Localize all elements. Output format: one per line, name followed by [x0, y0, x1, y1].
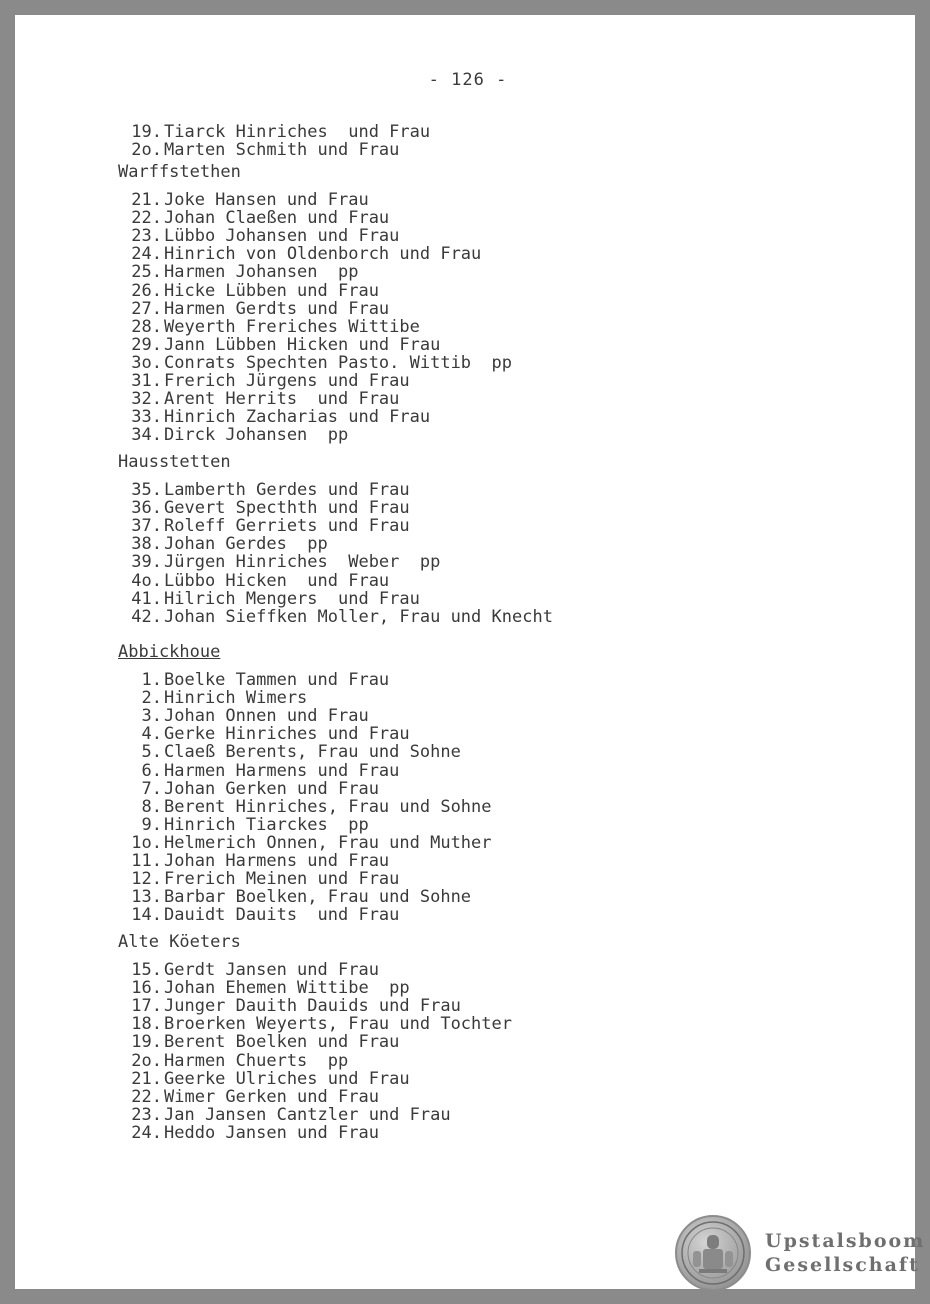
entry-number: 23.: [131, 226, 162, 247]
entry-text: Harmen Chuerts pp: [164, 1050, 349, 1071]
list-item: [118, 498, 410, 519]
entry-text: Wimer Gerken und Frau: [164, 1086, 379, 1107]
list-item: [118, 960, 379, 980]
entry-number: 24.: [131, 1122, 162, 1143]
list-item: [118, 1050, 349, 1071]
section-heading: Abbickhoue: [118, 642, 221, 662]
list-item: [118, 389, 400, 410]
list-item: [118, 887, 472, 908]
entry-number: 3o.: [131, 352, 162, 373]
list-item: [118, 814, 369, 835]
list-item: [118, 334, 441, 355]
watermark-logo: [675, 1215, 925, 1291]
entry-text: Johan Sieffken Moller, Frau und Knecht: [164, 606, 553, 627]
list-item: [118, 190, 369, 210]
entry-text: Barbar Boelken, Frau und Sohne: [164, 887, 472, 908]
document-page: [15, 15, 926, 1289]
list-item: [118, 140, 400, 161]
list-item: [118, 226, 400, 247]
list-item: [118, 1122, 379, 1143]
list-item: [118, 742, 461, 763]
entry-text: Hilrich Mengers und Frau: [164, 588, 420, 609]
entry-number: 1.: [141, 670, 162, 690]
list-item: [118, 606, 553, 627]
entry-text: Jan Jansen Cantzler und Frau: [164, 1104, 451, 1125]
entry-number: 32.: [131, 389, 162, 410]
entry-text: Johan Onnen und Frau: [164, 706, 369, 727]
entry-text: Jürgen Hinriches Weber pp: [164, 552, 441, 573]
list-item: [118, 298, 390, 319]
entry-text: Jann Lübben Hicken und Frau: [164, 334, 441, 355]
list-item: [118, 905, 400, 926]
entry-text: Heddo Jansen und Frau: [164, 1122, 379, 1143]
list-item: [118, 534, 328, 555]
entry-number: 12.: [131, 869, 162, 890]
list-item: [118, 516, 410, 537]
entry-number: 9.: [141, 814, 162, 835]
entry-number: 27.: [131, 298, 162, 319]
entry-text: Dauidt Dauits und Frau: [164, 905, 400, 926]
list-item: [118, 1032, 400, 1053]
entry-number: 2o.: [131, 1050, 162, 1071]
entry-number: 35.: [131, 480, 162, 500]
entry-number: 4o.: [131, 570, 162, 591]
list-item: [118, 208, 390, 229]
entry-text: Hinrich Wimers: [164, 688, 308, 709]
entry-text: Broerken Weyerts, Frau und Tochter: [164, 1014, 512, 1035]
entry-text: Tiarck Hinriches und Frau: [164, 122, 431, 142]
list-item: [118, 552, 441, 573]
entry-number: 25.: [131, 262, 162, 283]
entry-text: Hinrich von Oldenborch und Frau: [164, 244, 482, 265]
entry-number: 26.: [131, 280, 162, 301]
watermark-text: [765, 1229, 925, 1277]
entry-number: 22.: [131, 1086, 162, 1107]
entry-text: Harmen Gerdts und Frau: [164, 298, 390, 319]
entry-text: Conrats Spechten Pasto. Wittib pp: [164, 352, 512, 373]
entry-number: 22.: [131, 208, 162, 229]
list-item: [118, 316, 420, 337]
entry-text: Lamberth Gerdes und Frau: [164, 480, 410, 500]
list-item: [118, 851, 390, 871]
entry-number: 21.: [131, 1068, 162, 1089]
list-item: [118, 280, 379, 301]
list-item: [118, 760, 400, 781]
list-item: [118, 570, 390, 591]
entry-text: Gerdt Jansen und Frau: [164, 960, 379, 980]
entry-number: 11.: [131, 851, 162, 871]
entry-text: Frerich Meinen und Frau: [164, 869, 400, 890]
entry-text: Johan Harmens und Frau: [164, 851, 390, 871]
entry-text: Johan Ehemen Wittibe pp: [164, 978, 410, 999]
entry-number: 34.: [131, 425, 162, 446]
entry-number: 33.: [131, 407, 162, 428]
entry-number: 19.: [131, 122, 162, 142]
list-item: [118, 796, 492, 817]
entry-number: 2o.: [131, 140, 162, 161]
entry-text: Geerke Ulriches und Frau: [164, 1068, 410, 1089]
entry-text: Frerich Jürgens und Frau: [164, 371, 410, 391]
entry-text: Helmerich Onnen, Frau und Muther: [164, 832, 492, 853]
entry-number: 39.: [131, 552, 162, 573]
entry-number: 36.: [131, 498, 162, 519]
entry-text: Hicke Lübben und Frau: [164, 280, 379, 301]
entry-number: 31.: [131, 371, 162, 391]
entry-number: 8.: [141, 796, 162, 817]
entry-text: Hinrich Tiarckes pp: [164, 814, 369, 835]
list-item: [118, 407, 431, 428]
list-item: [118, 670, 390, 690]
list-item: [118, 352, 512, 373]
watermark-line1: Upstalsboom: [765, 1230, 926, 1252]
entry-text: Roleff Gerriets und Frau: [164, 516, 410, 537]
entry-text: Harmen Harmens und Frau: [164, 760, 400, 781]
entry-number: 3.: [141, 706, 162, 727]
list-item: [118, 869, 400, 890]
entry-text: Johan Gerken und Frau: [164, 778, 379, 799]
list-item: [118, 1104, 451, 1125]
entry-number: 17.: [131, 996, 162, 1017]
section-heading: Warffstethen: [118, 162, 241, 182]
entry-text: Johan Claeßen und Frau: [164, 208, 390, 229]
list-item: [118, 425, 349, 446]
entry-number: 42.: [131, 606, 162, 627]
list-item: [118, 480, 410, 500]
list-item: [118, 262, 359, 283]
list-item: [118, 1014, 512, 1035]
list-item: [118, 996, 461, 1017]
entry-number: 2.: [141, 688, 162, 709]
entry-text: Berent Hinriches, Frau und Sohne: [164, 796, 492, 817]
entry-text: Lübbo Johansen und Frau: [164, 226, 400, 247]
list-item: [118, 706, 369, 727]
entry-number: 14.: [131, 905, 162, 926]
entry-text: Boelke Tammen und Frau: [164, 670, 390, 690]
entry-number: 7.: [141, 778, 162, 799]
entry-text: Dirck Johansen pp: [164, 425, 349, 446]
entry-text: Lübbo Hicken und Frau: [164, 570, 390, 591]
list-item: [118, 1086, 379, 1107]
entry-number: 5.: [141, 742, 162, 763]
entry-number: 19.: [131, 1032, 162, 1053]
entry-number: 38.: [131, 534, 162, 555]
list-item: [118, 688, 308, 709]
entry-number: 15.: [131, 960, 162, 980]
entry-number: 24.: [131, 244, 162, 265]
entry-number: 28.: [131, 316, 162, 337]
watermark-line2: Gesellschaft: [765, 1254, 920, 1276]
entry-number: 6.: [141, 760, 162, 781]
entry-text: Harmen Johansen pp: [164, 262, 359, 283]
entry-text: Berent Boelken und Frau: [164, 1032, 400, 1053]
entry-number: 29.: [131, 334, 162, 355]
list-item: [118, 244, 482, 265]
entry-number: 23.: [131, 1104, 162, 1125]
entry-text: Gerke Hinriches und Frau: [164, 724, 410, 745]
list-item: [118, 778, 379, 799]
entry-number: 21.: [131, 190, 162, 210]
list-item: [118, 832, 492, 853]
entry-text: Weyerth Freriches Wittibe: [164, 316, 420, 337]
entry-text: Gevert Specthth und Frau: [164, 498, 410, 519]
entry-text: Hinrich Zacharias und Frau: [164, 407, 431, 428]
list-item: [118, 978, 410, 999]
entry-number: 16.: [131, 978, 162, 999]
entry-number: 37.: [131, 516, 162, 537]
entry-number: 13.: [131, 887, 162, 908]
entry-number: 4.: [141, 724, 162, 745]
entry-text: Claeß Berents, Frau und Sohne: [164, 742, 461, 763]
entry-text: Johan Gerdes pp: [164, 534, 328, 555]
section-heading: Alte Köeters: [118, 932, 241, 952]
seal-icon: [675, 1215, 751, 1291]
entry-text: Junger Dauith Dauids und Frau: [164, 996, 461, 1017]
list-item: [118, 1068, 410, 1089]
entry-number: 41.: [131, 588, 162, 609]
list-item: [118, 588, 420, 609]
entry-text: Joke Hansen und Frau: [164, 190, 369, 210]
list-item: [118, 122, 431, 142]
list-item: [118, 371, 410, 391]
page-number: - 126 -: [428, 70, 508, 90]
entry-number: 18.: [131, 1014, 162, 1035]
list-item: [118, 724, 410, 745]
entry-text: Marten Schmith und Frau: [164, 140, 400, 161]
section-heading: Hausstetten: [118, 452, 231, 472]
entry-number: 1o.: [131, 832, 162, 853]
entry-text: Arent Herrits und Frau: [164, 389, 400, 410]
